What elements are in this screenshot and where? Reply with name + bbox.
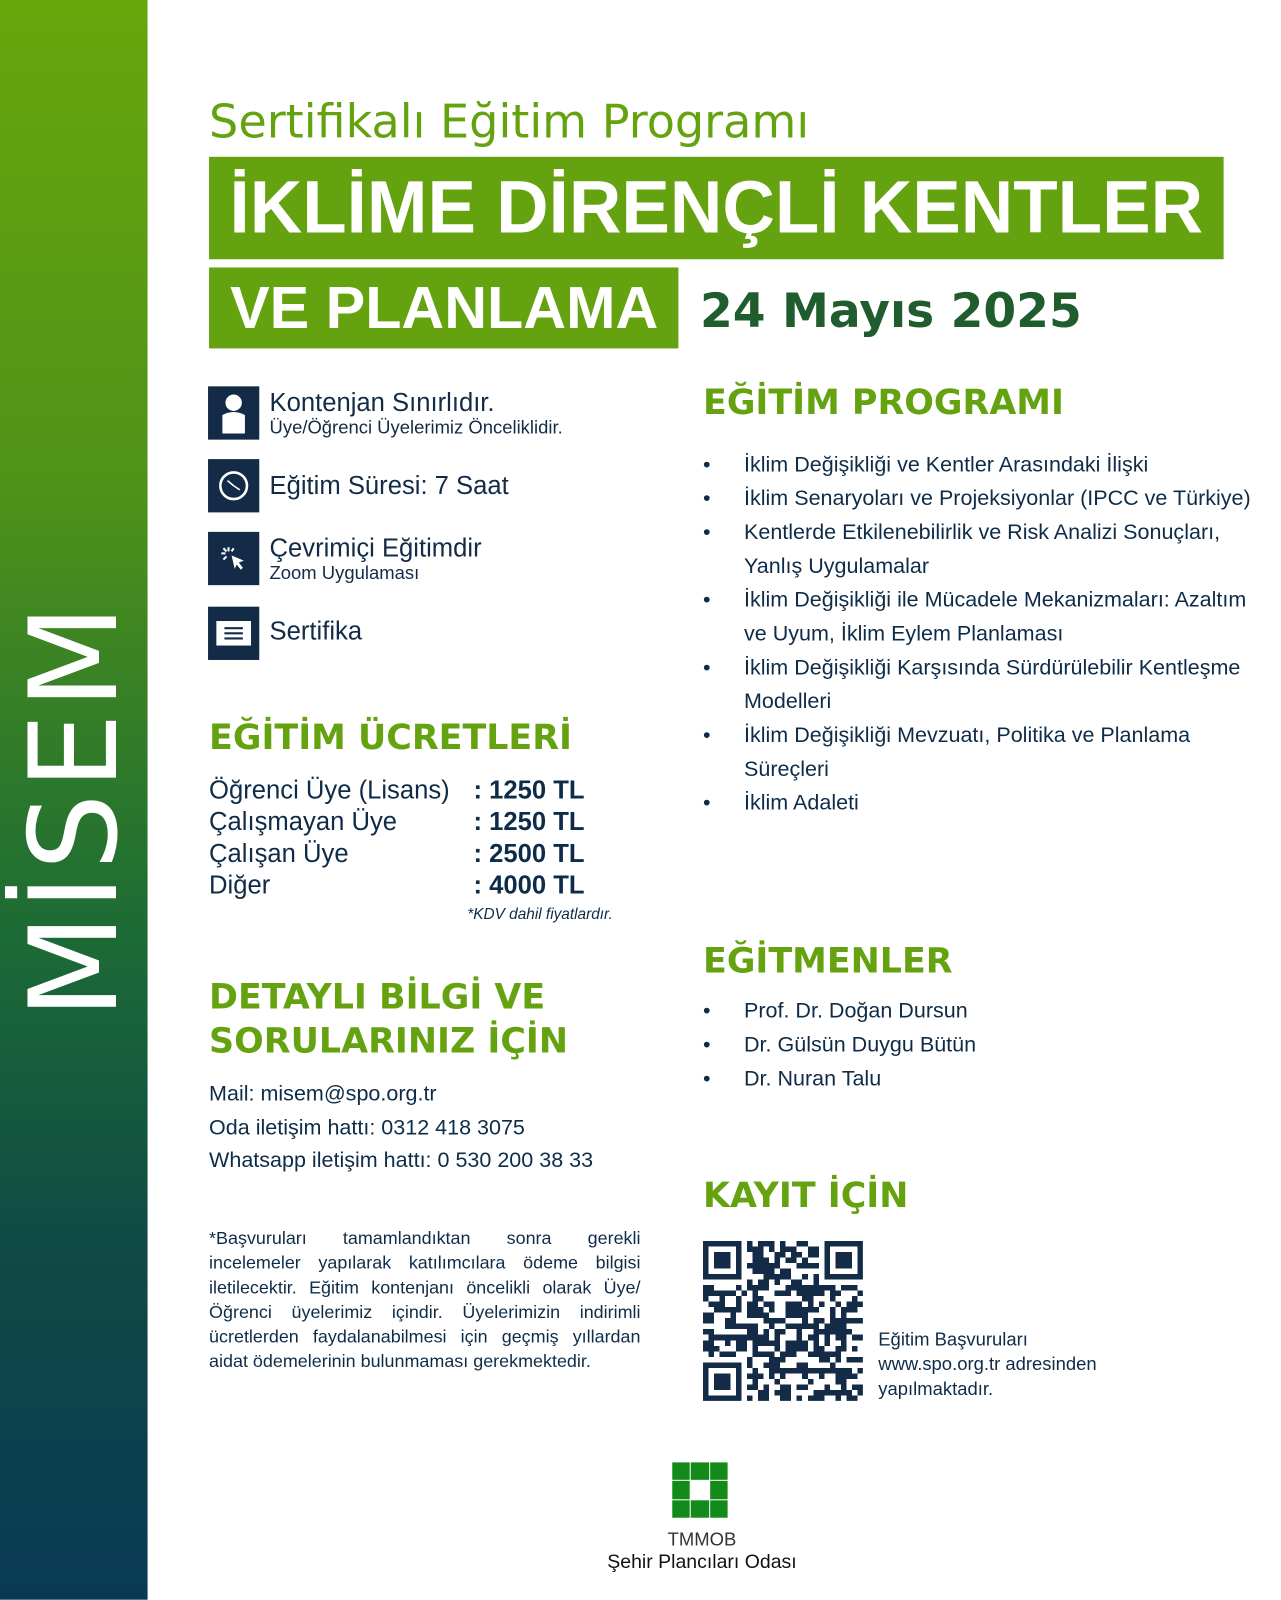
contact-info — [209, 1078, 593, 1178]
subtitle: Sertifikalı Eğitim Programı — [209, 94, 810, 149]
fee-value: : 4000 TL — [473, 871, 585, 900]
fee-label: Öğrenci Üye (Lisans) — [209, 775, 450, 805]
registration-info — [878, 1327, 1096, 1401]
feature-title: Sertifika — [269, 616, 363, 646]
program-item: • İklim Değişikliği Karşısında Sürdürülebilir Kentleşme Modelleri — [703, 651, 1262, 719]
program-item: • İklim Senaryoları ve Projeksiyonlar (IPCC ve Türkiye) — [703, 482, 1262, 516]
fee-value: : 1250 TL — [473, 775, 585, 805]
qr-modules — [703, 1241, 863, 1401]
fee-row — [209, 775, 584, 807]
fee-value: : 1250 TL — [473, 807, 585, 837]
contact-mail[interactable]: Mail: misem@spo.org.tr — [209, 1082, 437, 1106]
fees-table — [209, 775, 584, 902]
fee-value: : 2500 TL — [473, 839, 585, 869]
feature-duration — [208, 459, 509, 512]
feature-sub: Üye/Öğrenci Üyelerimiz Önceliklidir. — [269, 417, 563, 438]
program-section — [703, 382, 1262, 941]
title-line-1: İKLİME DİRENÇLİ KENTLER — [229, 167, 1204, 250]
click-cursor-icon — [208, 532, 259, 585]
feature-title: Eğitim Süresi: 7 Saat — [269, 471, 509, 501]
program-item: • Kentlerde Etkilenebilirlik ve Risk Analizi Sonuçları, Yanlış Uygulamalar — [703, 515, 1262, 583]
trainer-item: • Prof. Dr. Doğan Dursun — [703, 994, 1262, 1028]
sidebar — [0, 0, 148, 1600]
tmmob-logo — [672, 1462, 727, 1517]
contact-whatsapp: Whatsapp iletişim hattı: 0 530 200 38 33 — [209, 1148, 594, 1173]
feature-sub: Zoom Uygulaması — [269, 562, 420, 584]
trainers-heading: EĞİTMENLER — [703, 940, 953, 982]
feature-certificate — [208, 607, 362, 660]
org-name-spo: Şehir Plancıları Odası — [607, 1551, 797, 1574]
program-list — [703, 448, 1262, 820]
registration-heading: KAYIT İÇİN — [703, 1175, 909, 1217]
trainers-section — [703, 941, 1262, 1176]
clock-icon — [208, 459, 259, 512]
feature-title: Kontenjan Sınırlıdır. — [269, 388, 495, 418]
trainers-list — [703, 994, 1262, 1095]
feature-quota — [208, 386, 563, 439]
registration-link[interactable]: www.spo.org.tr adresinden — [878, 1353, 1097, 1375]
contact-heading — [209, 976, 568, 1064]
program-item: • İklim Değişikliği Mevzuatı, Politika ve Planlama Süreçleri — [703, 718, 1262, 786]
fee-label: Çalışan Üye — [209, 839, 349, 869]
application-footnote: *Başvuruları tamamlandıktan sonra gerekli incelemeler yapılarak katılımcılara ödeme bilgisi iletilecektir. Eğitim kontenjanı öncelikli olarak Üye/Öğrenci üyelerimiz içindir. Üyelerimizin indirimli ücretlerden faydalanabilmesi için geçmiş yıllardan aidat ödemelerinin bulunmaması gerekmektedir. — [209, 1227, 641, 1372]
fee-label: Çalışmayan Üye — [209, 807, 398, 837]
trainer-item: • Dr. Gülsün Duygu Bütün — [703, 1028, 1262, 1062]
registration-line: Eğitim Başvuruları — [878, 1329, 1028, 1350]
title-line-2: VE PLANLAMA — [229, 274, 658, 342]
contact-heading-line: DETAYLI BİLGİ VE — [209, 976, 546, 1018]
program-item: • İklim Değişikliği ve Kentler Arasındaki İlişki — [703, 448, 1262, 482]
program-heading: EĞİTİM PROGRAMI — [703, 382, 1064, 424]
program-item: • İklim Değişikliği ile Mücadele Mekanizmaları: Azaltım ve Uyum, İklim Eylem Planlaması — [703, 583, 1262, 651]
contact-heading-line: SORULARINIZ İÇİN — [209, 1020, 569, 1062]
fee-row — [209, 870, 584, 902]
feature-online — [208, 532, 482, 585]
contact-phone: Oda iletişim hattı: 0312 418 3075 — [209, 1115, 525, 1140]
registration-line: yapılmaktadır. — [878, 1378, 994, 1399]
brand-misem: MİSEM — [3, 600, 145, 1019]
fee-row — [209, 838, 584, 870]
fee-row — [209, 807, 584, 839]
registration-section — [703, 1175, 1262, 1400]
org-name-tmmob: TMMOB — [667, 1529, 737, 1550]
title-banner-1 — [209, 157, 1224, 259]
qr-code[interactable] — [703, 1241, 863, 1401]
event-date: 24 Mayıs 2025 — [699, 282, 1082, 339]
right-column — [703, 382, 1262, 1401]
person-icon — [208, 386, 259, 439]
fee-label: Diğer — [209, 871, 271, 900]
program-item: • İklim Adaleti — [703, 786, 1262, 820]
feature-title: Çevrimiçi Eğitimdir — [269, 533, 482, 563]
fees-heading: EĞİTİM ÜCRETLERİ — [209, 717, 573, 759]
registration-row — [703, 1241, 1262, 1401]
certificate-icon — [208, 607, 259, 660]
trainer-item: • Dr. Nuran Talu — [703, 1062, 1262, 1096]
vat-note: *KDV dahil fiyatlardır. — [467, 905, 613, 924]
title-banner-2 — [209, 267, 678, 348]
